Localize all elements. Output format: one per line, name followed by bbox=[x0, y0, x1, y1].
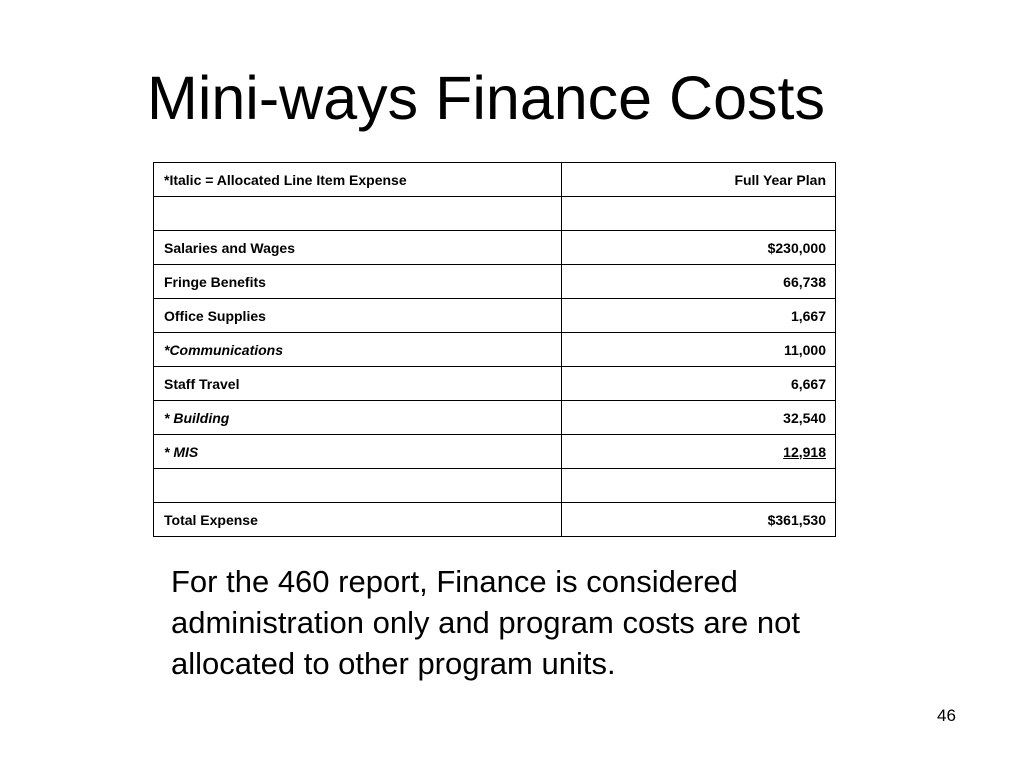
line-item-amount: 32,540 bbox=[562, 401, 836, 435]
table-row bbox=[154, 435, 836, 469]
explanatory-note: For the 460 report, Finance is considered administration only and program costs are not allocated to other program units. bbox=[171, 564, 800, 681]
line-item-amount: 66,738 bbox=[562, 265, 836, 299]
line-item-label: Staff Travel bbox=[154, 367, 562, 401]
line-item-amount: 11,000 bbox=[562, 333, 836, 367]
page-number: 46 bbox=[937, 706, 956, 725]
line-item-amount: $230,000 bbox=[562, 231, 836, 265]
line-item-amount: 1,667 bbox=[562, 299, 836, 333]
table-row bbox=[154, 231, 836, 265]
total-amount: $361,530 bbox=[562, 503, 836, 537]
line-item-label: Office Supplies bbox=[154, 299, 562, 333]
table-row bbox=[154, 401, 836, 435]
empty-row bbox=[154, 469, 836, 503]
slide-title: Mini-ways Finance Costs bbox=[147, 64, 825, 132]
total-row bbox=[154, 503, 836, 537]
line-item-label: Fringe Benefits bbox=[154, 265, 562, 299]
line-item-amount: 6,667 bbox=[562, 367, 836, 401]
table-row bbox=[154, 333, 836, 367]
empty-cell bbox=[562, 469, 836, 503]
empty-cell bbox=[154, 197, 562, 231]
table-header-row bbox=[154, 163, 836, 197]
line-item-label: Salaries and Wages bbox=[154, 231, 562, 265]
line-item-label: * MIS bbox=[154, 435, 562, 469]
table-row bbox=[154, 367, 836, 401]
total-label: Total Expense bbox=[154, 503, 562, 537]
empty-cell bbox=[154, 469, 562, 503]
header-amount-cell: Full Year Plan bbox=[562, 163, 836, 197]
line-item-label: *Communications bbox=[154, 333, 562, 367]
line-item-amount bbox=[562, 435, 836, 469]
line-item-label: * Building bbox=[154, 401, 562, 435]
empty-row bbox=[154, 197, 836, 231]
finance-costs-table bbox=[153, 162, 836, 537]
header-item-cell: *Italic = Allocated Line Item Expense bbox=[154, 163, 562, 197]
table-row bbox=[154, 299, 836, 333]
empty-cell bbox=[562, 197, 836, 231]
line-item-amount-text: 12,918 bbox=[783, 443, 826, 460]
table-row bbox=[154, 265, 836, 299]
